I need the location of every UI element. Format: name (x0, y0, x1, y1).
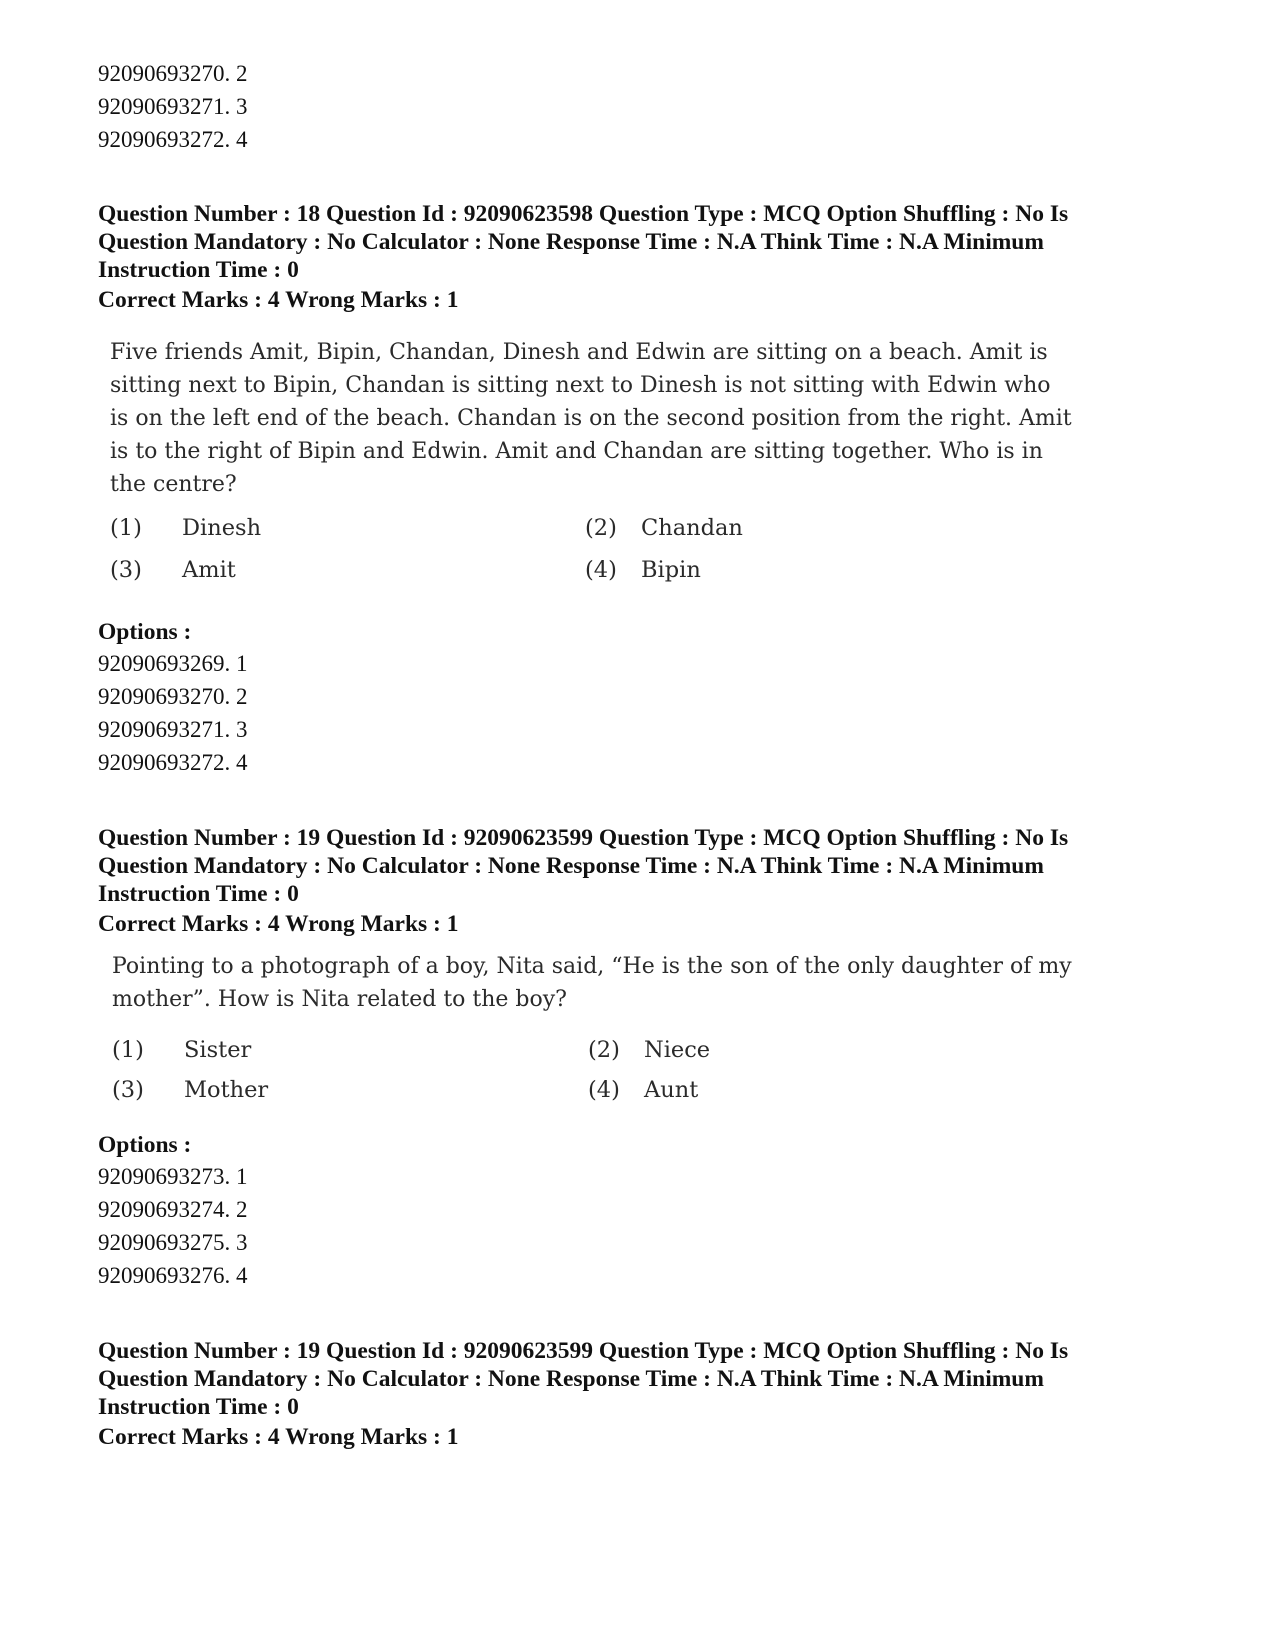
choice-text: Niece (644, 1037, 711, 1063)
question-meta (98, 824, 1178, 908)
question-meta (98, 200, 1178, 284)
meta-line: Instruction Time : 0 (98, 881, 299, 907)
answer-choice (588, 1077, 698, 1103)
option-line: 92090693269. 1 (98, 651, 248, 676)
marks-line: Correct Marks : 4 Wrong Marks : 1 (98, 1424, 459, 1450)
choice-text: Dinesh (182, 515, 262, 541)
meta-line: Instruction Time : 0 (98, 257, 299, 283)
choice-number: (1) (110, 515, 142, 541)
choice-number: (1) (112, 1037, 144, 1063)
marks-line: Correct Marks : 4 Wrong Marks : 1 (98, 911, 459, 937)
answer-choice (588, 1037, 710, 1063)
answer-choice (112, 1077, 268, 1103)
options-heading: Options : (98, 1132, 192, 1158)
option-line: 92090693271. 3 (98, 717, 248, 742)
choice-text: Mother (184, 1077, 269, 1103)
choice-number: (3) (112, 1077, 144, 1103)
option-line: 92090693271. 3 (98, 94, 248, 119)
answer-choice (110, 515, 261, 541)
option-line: 92090693272. 4 (98, 750, 248, 775)
question-text-line: the centre? (110, 472, 237, 497)
choice-text: Chandan (641, 515, 743, 541)
meta-line: Question Number : 18 Question Id : 92090623598 Question Type : MCQ Option Shuffling : No Is (98, 201, 1069, 227)
choice-number: (3) (110, 557, 142, 583)
answer-choice (585, 515, 743, 541)
meta-line: Question Mandatory : No Calculator : None Response Time : N.A Think Time : N.A Minimum (98, 1366, 1044, 1392)
question-text-line: is on the left end of the beach. Chandan is on the second position from the right. Amit (110, 406, 1072, 431)
option-line: 92090693270. 2 (98, 684, 248, 709)
options-heading: Options : (98, 619, 192, 645)
choice-number: (2) (585, 515, 617, 541)
choice-text: Bipin (641, 557, 701, 583)
question-text-line: Pointing to a photograph of a boy, Nita said, “He is the son of the only daughter of my (112, 954, 1072, 979)
question-text-line: sitting next to Bipin, Chandan is sitting next to Dinesh is not sitting with Edwin who (110, 373, 1051, 398)
answer-choice (585, 557, 701, 583)
meta-line: Question Number : 19 Question Id : 92090623599 Question Type : MCQ Option Shuffling : No Is (98, 825, 1069, 851)
choice-text: Amit (182, 557, 236, 583)
option-line: 92090693270. 2 (98, 61, 248, 86)
option-line: 92090693274. 2 (98, 1197, 248, 1222)
question-text (112, 950, 1102, 1016)
option-line: 92090693276. 4 (98, 1263, 248, 1288)
choice-number: (4) (588, 1077, 620, 1103)
option-line: 92090693275. 3 (98, 1230, 248, 1255)
marks-line: Correct Marks : 4 Wrong Marks : 1 (98, 287, 459, 313)
choice-text: Aunt (644, 1077, 699, 1103)
question-text (110, 336, 1100, 501)
choice-number: (4) (585, 557, 617, 583)
meta-line: Question Mandatory : No Calculator : None Response Time : N.A Think Time : N.A Minimum (98, 853, 1044, 879)
answer-choice (112, 1037, 251, 1063)
option-line: 92090693273. 1 (98, 1164, 248, 1189)
choice-text: Sister (184, 1037, 252, 1063)
meta-line: Question Number : 19 Question Id : 92090623599 Question Type : MCQ Option Shuffling : No Is (98, 1338, 1069, 1364)
meta-line: Question Mandatory : No Calculator : None Response Time : N.A Think Time : N.A Minimum (98, 229, 1044, 255)
question-meta (98, 1337, 1178, 1421)
question-text-line: mother”. How is Nita related to the boy? (112, 987, 567, 1012)
option-line: 92090693272. 4 (98, 127, 248, 152)
choice-number: (2) (588, 1037, 620, 1063)
question-text-line: is to the right of Bipin and Edwin. Amit and Chandan are sitting together. Who is in (110, 439, 1043, 464)
meta-line: Instruction Time : 0 (98, 1394, 299, 1420)
answer-choice (110, 557, 236, 583)
question-text-line: Five friends Amit, Bipin, Chandan, Dinesh and Edwin are sitting on a beach. Amit is (110, 340, 1048, 365)
